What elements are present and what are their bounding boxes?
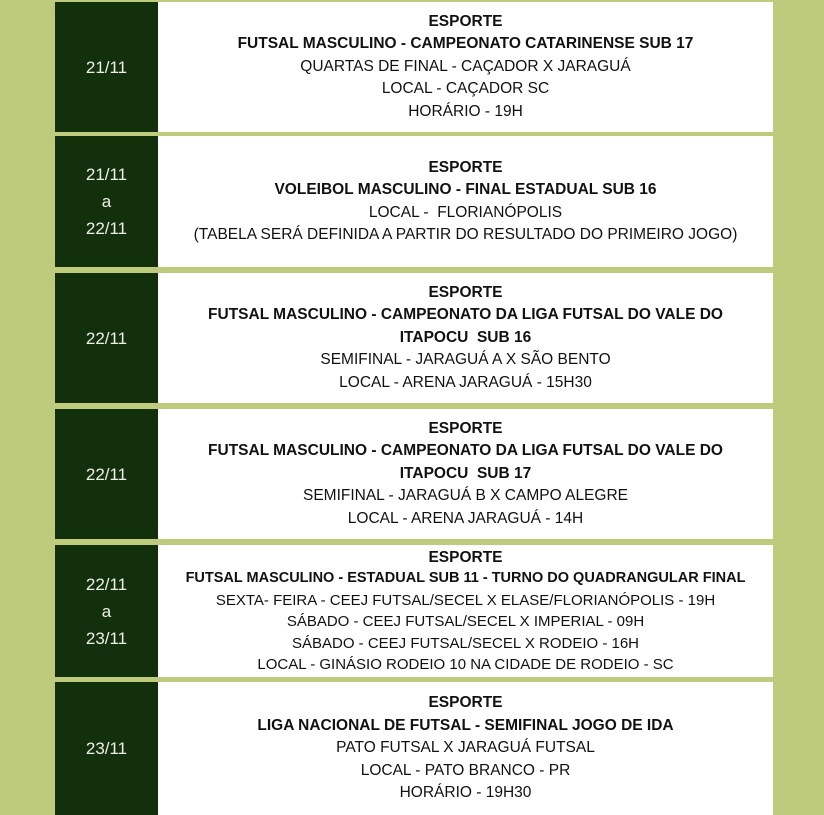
event-title: FUTSAL MASCULINO - ESTADUAL SUB 11 - TURNO DO QUADRANGULAR FINAL	[185, 570, 746, 586]
event-category: ESPORTE	[428, 158, 503, 176]
date-line: 22/11	[85, 219, 128, 238]
event-title: ITAPOCU SUB 17	[399, 464, 532, 482]
event-row	[55, 682, 773, 815]
event-detail: SEMIFINAL - JARAGUÁ B X CAMPO ALEGRE	[302, 487, 628, 505]
event-row	[55, 545, 773, 677]
event-detail: QUARTAS DE FINAL - CAÇADOR X JARAGUÁ	[300, 57, 631, 75]
event-detail: SÁBADO - CEEJ FUTSAL/SECEL X IMPERIAL - 09H	[286, 613, 645, 630]
event-detail: LOCAL - GINÁSIO RODEIO 10 NA CIDADE DE RODEIO - SC	[257, 656, 674, 673]
event-category: ESPORTE	[428, 283, 503, 301]
date-line: a	[101, 192, 112, 211]
date-line: a	[101, 601, 112, 621]
event-detail: LOCAL - FLORIANÓPOLIS	[368, 203, 563, 221]
event-row	[55, 2, 773, 132]
event-detail: HORÁRIO - 19H	[408, 102, 523, 120]
event-info	[158, 273, 773, 403]
event-date	[55, 682, 158, 815]
event-row	[55, 409, 773, 539]
event-date	[55, 409, 158, 539]
event-date	[55, 273, 158, 403]
event-title: FUTSAL MASCULINO - CAMPEONATO DA LIGA FUTSAL DO VALE DO	[208, 306, 723, 324]
date-line: 22/11	[85, 574, 128, 594]
event-category: ESPORTE	[428, 548, 503, 566]
date-line: 23/11	[85, 739, 128, 758]
event-info	[158, 545, 773, 677]
event-title: ITAPOCU SUB 16	[399, 328, 532, 346]
event-row	[55, 136, 773, 267]
event-title: FUTSAL MASCULINO - CAMPEONATO CATARINENSE SUB 17	[237, 35, 694, 53]
event-info	[158, 2, 773, 132]
event-info	[158, 682, 773, 815]
event-info	[158, 136, 773, 267]
event-title: FUTSAL MASCULINO - CAMPEONATO DA LIGA FUTSAL DO VALE DO	[208, 442, 723, 460]
event-category: ESPORTE	[428, 12, 503, 30]
event-detail: SEXTA- FEIRA - CEEJ FUTSAL/SECEL X ELASE/FLORIANÓPOLIS - 19H	[215, 591, 716, 609]
event-category: ESPORTE	[428, 419, 503, 437]
event-detail: (TABELA SERÁ DEFINIDA A PARTIR DO RESULTADO DO PRIMEIRO JOGO)	[193, 226, 738, 243]
date-line: 21/11	[85, 165, 128, 184]
date-line: 21/11	[85, 57, 128, 77]
event-detail: PATO FUTSAL X JARAGUÁ FUTSAL	[336, 739, 595, 757]
event-date	[55, 545, 158, 677]
event-category: ESPORTE	[428, 694, 503, 712]
event-detail: HORÁRIO - 19H30	[399, 784, 532, 802]
event-detail: LOCAL - ARENA JARAGUÁ - 14H	[347, 509, 584, 527]
event-row	[55, 273, 773, 403]
event-title: LIGA NACIONAL DE FUTSAL - SEMIFINAL JOGO DE IDA	[257, 716, 674, 734]
event-detail: SÁBADO - CEEJ FUTSAL/SECEL X RODEIO - 16H	[291, 634, 640, 652]
event-title: VOLEIBOL MASCULINO - FINAL ESTADUAL SUB 16	[274, 181, 657, 198]
event-info	[158, 409, 773, 539]
date-line: 22/11	[85, 464, 128, 484]
date-line: 23/11	[85, 628, 128, 648]
date-line: 22/11	[85, 328, 128, 348]
event-detail: LOCAL - CAÇADOR SC	[381, 80, 550, 98]
event-date	[55, 2, 158, 132]
event-detail: SEMIFINAL - JARAGUÁ A X SÃO BENTO	[320, 351, 611, 369]
event-detail: LOCAL - ARENA JARAGUÁ - 15H30	[339, 373, 592, 391]
event-date	[55, 136, 158, 267]
event-detail: LOCAL - PATO BRANCO - PR	[360, 761, 571, 779]
